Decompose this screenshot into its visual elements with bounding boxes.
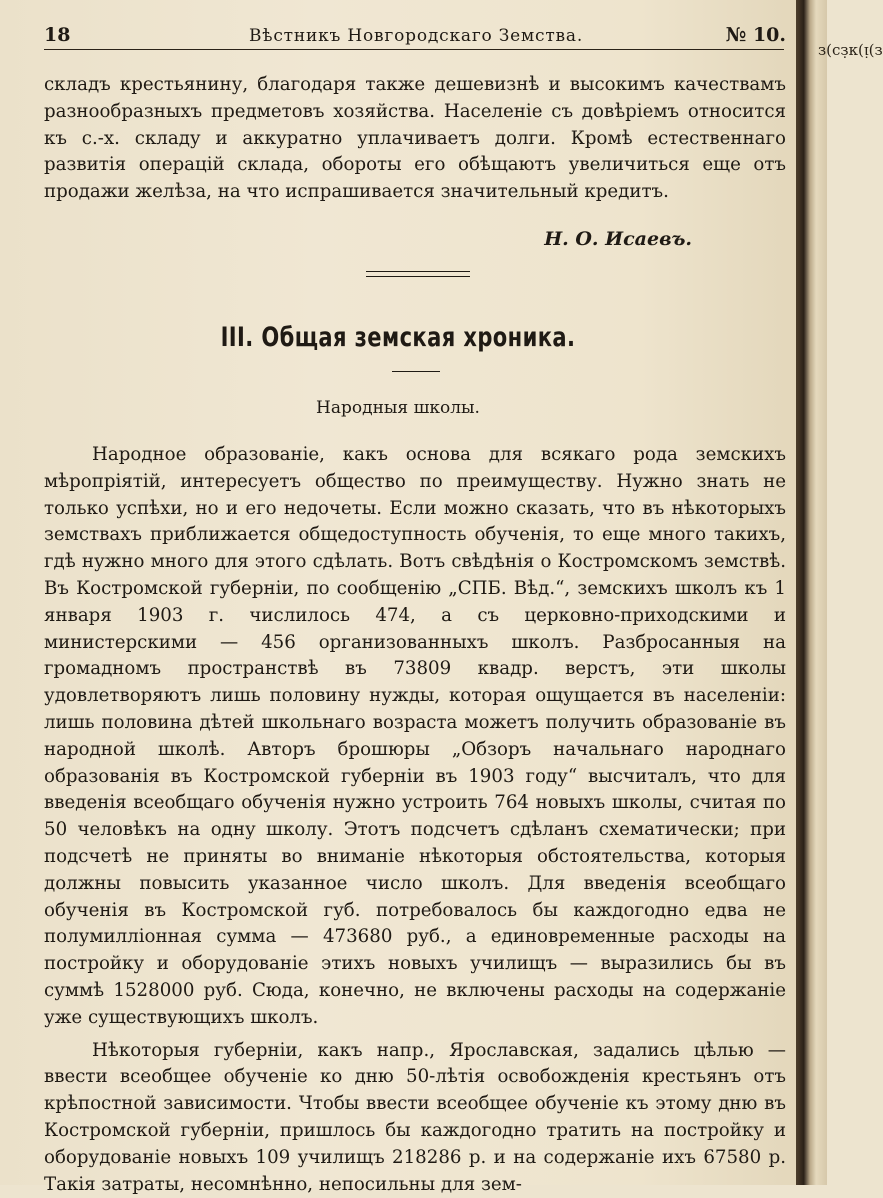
body-paragraph: Нѣкоторыя губерніи, какъ напр., Ярославская, задались цѣлью — ввести всеобщее обученіе ко дню 50-лѣтія освобожденія крестьянъ отъ крѣпостной зависимости. Чтобы ввести всеобщее обученіе къ этому дню въ Костромской губерніи, пришлось бы каждогодно тратить на постройку и оборудованіе новыхъ 109 училищъ 218286 р. и на содержаніе ихъ 67580 р. Такія затраты, несомнѣнно, непосильны для зем- (44, 1039, 786, 1195)
double-rule-divider (366, 271, 470, 277)
article-ending (44, 72, 786, 206)
header-rule (44, 49, 784, 50)
journal-title: Вѣстникъ Новгородскаго Земства. (249, 26, 584, 46)
page-number: 18 (44, 24, 71, 46)
issue-number: № 10. (725, 24, 786, 46)
running-header (44, 24, 786, 50)
section-subtitle: Народныя школы. (316, 398, 480, 418)
body-paragraph: Народное образованіе, какъ основа для всякаго рода земскихъ мѣропріятій, интересуетъ общество по преимуществу. Нужно знать не только успѣхи, но и его недочеты. Если можно сказать, что въ нѣкоторыхъ земствахъ приближается общедоступность обученія, то еще много такихъ, гдѣ нужно много для этого сдѣлать. Вотъ свѣдѣнія о Костромскомъ земствѣ. Въ Костромской губерніи, по сообщенію „СПБ. Вѣд.“, земскихъ школъ къ 1 января 1903 г. числилось 474, а съ церковно-приходскими и министерскими — 456 организованныхъ школъ. Разбросанныя на громадномъ пространствѣ въ 73809 квадр. верстъ, эти школы удовлетворяютъ лишь половину нужды, которая ощущается въ населеніи: лишь половина дѣтей школьнаго возраста можетъ получить образованіе въ народной школѣ. Авторъ брошюры „Обзоръ начальнаго народнаго образованія въ Костромской губерніи въ 1903 году“ высчиталъ, что для введенія всеобщаго обученія нужно устроить 764 новыхъ школы, считая по 50 человѣкъ на одну школу. Этотъ подсчетъ сдѣланъ схематически; при подсчетѣ не приняты во вниманіе нѣкоторыя обстоятельства, которыя должны повысить указанное число школъ. Для введенія всеобщаго обученія въ Костромской губ. потребовалось бы каждогодно едва не полумилліонная сумма — 473680 руб., а единовременные расходы на постройку и оборудованіе этихъ новыхъ училищъ — выразились бы въ суммѣ 1528000 руб. Сюда, конечно, не включены расходы на содержаніе уже существующихъ школъ. (44, 444, 786, 1028)
article-ending-paragraph: складъ крестьянину, благодаря также дешевизнѣ и высокимъ качествамъ разнообразныхъ предметовъ хозяйства. Населеніе съ довѣріемъ относится къ с.-х. складу и аккуратно уплачиваетъ долги. Кромѣ естественнаго развитія операцій склада, обороты его обѣщаютъ увеличиться еще отъ продажи желѣза, на что испрашивается значительный кредитъ. (44, 74, 786, 203)
section-title: III. Общая земская хроника. (220, 322, 576, 353)
short-rule-divider (392, 371, 440, 372)
author-signature: Н. О. Исаевъ. (544, 228, 692, 250)
facing-page-edge: з(сз̣к(ᴉ(з (818, 41, 883, 59)
section-body (44, 442, 786, 1198)
